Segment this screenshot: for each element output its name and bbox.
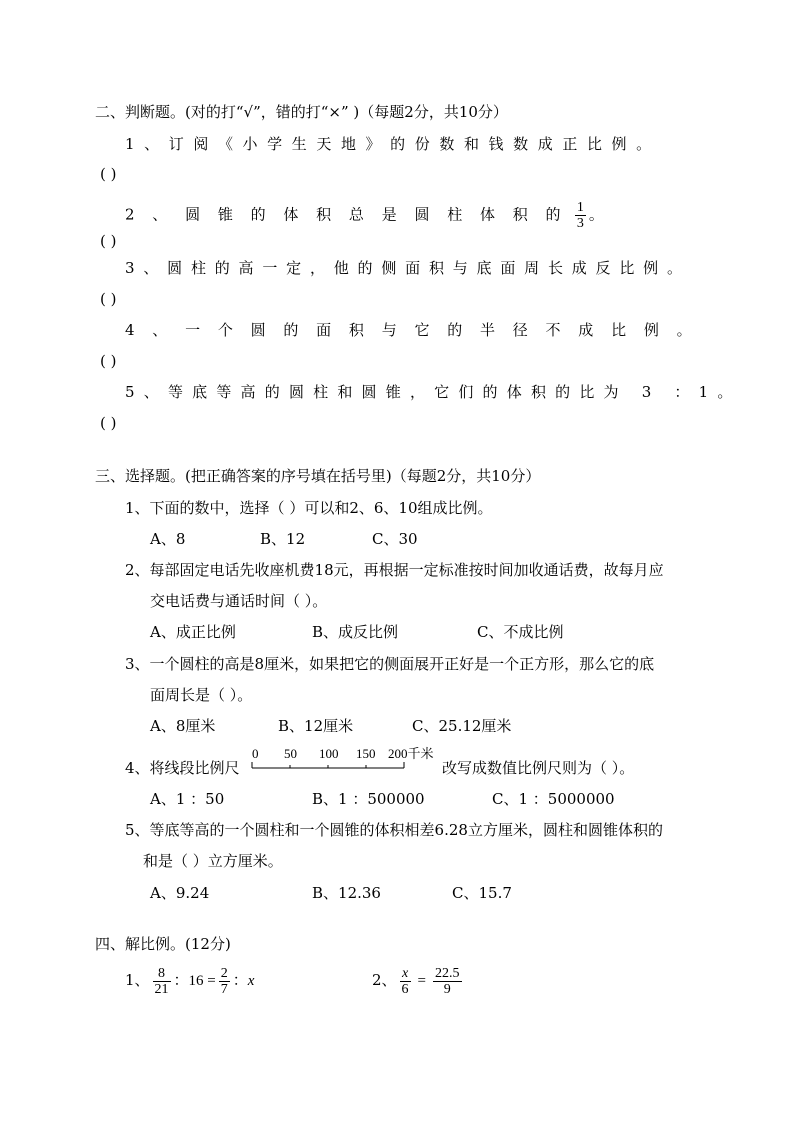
section3-heading: 三、选择题。(把正确答案的序号填在括号里)（每题2分，共10分） (95, 467, 541, 485)
choice-q1-option-a[interactable]: A、8 (150, 530, 186, 548)
scale-label-150: 150 (356, 746, 376, 761)
choice-q3-option-b[interactable]: B、12厘米 (278, 717, 354, 735)
section2-heading: 二、判断题。(对的打“√”，错的打“×” )（每题2分，共10分） (95, 103, 508, 121)
judge-item-2-end: 。 (588, 205, 604, 224)
fraction-numerator: 8 (153, 966, 171, 982)
choice-q2-line1: 2、每部固定电话先收座机费18元，再根据一定标准按时间加收通话费，故每月应 (125, 561, 664, 579)
choice-q5-line2: 和是（ ）立方厘米。 (143, 852, 283, 870)
problem-1-variable: x (247, 973, 255, 989)
fraction-x-6 (400, 966, 411, 997)
fraction-one-third (575, 200, 586, 231)
choice-q4-prefix: 4、将线段比例尺 (125, 759, 240, 777)
choice-q2-option-a[interactable]: A、成正比例 (150, 623, 236, 641)
judge-item-3: 3、圆柱的高一定，他的侧面积与底面周长成反比例。 (125, 259, 691, 277)
choice-q3-line1: 3、一个圆柱的高是8厘米，如果把它的侧面展开正好是一个正方形，那么它的底 (125, 655, 655, 673)
judge-item-5: 5、等底等高的圆柱和圆锥，它们的体积的比为 3 ：1。 (125, 383, 742, 401)
problem-2-label: 2、 (372, 971, 397, 989)
choice-q1: 1、下面的数中，选择（ ）可以和2、6、10组成比例。 (125, 499, 493, 517)
choice-q5-option-a[interactable]: A、9.24 (150, 884, 210, 902)
choice-q5-option-b[interactable]: B、12.36 (312, 884, 381, 902)
judge-paren-5[interactable]: ( ) (100, 414, 117, 432)
judge-paren-4[interactable]: ( ) (100, 352, 117, 370)
problem-1-label: 1、 (125, 971, 150, 989)
fraction-denominator: 6 (401, 981, 409, 997)
scale-label-50: 50 (284, 746, 297, 761)
choice-q4-suffix: 改写成数值比例尺则为（ ）。 (442, 759, 635, 777)
judge-item-2 (125, 200, 604, 231)
proportion-problem-2 (372, 960, 465, 1001)
scale-label-100: 100 (319, 746, 339, 761)
section4-heading: 四、解比例。(12分) (95, 935, 231, 953)
problem-2-equals: = (417, 973, 427, 989)
choice-q1-option-c[interactable]: C、30 (372, 530, 418, 548)
fraction-numerator: x (400, 966, 411, 982)
choice-q5-option-c[interactable]: C、15.7 (452, 884, 512, 902)
fraction-denominator: 9 (443, 981, 451, 997)
problem-1-middle: ：16 = (173, 973, 216, 989)
judge-paren-2[interactable]: ( ) (100, 232, 117, 250)
fraction-denominator: 21 (154, 981, 169, 997)
choice-q3-option-a[interactable]: A、8厘米 (150, 717, 216, 735)
choice-q4-option-b[interactable]: B、1 ：500000 (312, 790, 425, 808)
scale-label-0: 0 (252, 746, 259, 761)
choice-q3-option-c[interactable]: C、25.12厘米 (412, 717, 512, 735)
judge-item-2-text: 2 、 圆 锥 的 体 积 总 是 圆 柱 体 积 的 (125, 205, 568, 224)
line-scale-ruler (250, 744, 450, 774)
choice-q4-option-c[interactable]: C、1 ：5000000 (492, 790, 615, 808)
fraction-8-21 (153, 966, 171, 997)
choice-q3-line2: 面周长是（ ）。 (150, 686, 253, 704)
fraction-22.5-9 (433, 966, 462, 997)
proportion-problem-1 (125, 960, 254, 1001)
scale-label-200: 200千米 (388, 746, 434, 761)
judge-item-4: 4 、 一 个 圆 的 面 积 与 它 的 半 径 不 成 比 例 。 (125, 321, 699, 339)
fraction-denominator: 3 (576, 216, 584, 231)
judge-paren-1[interactable]: ( ) (100, 165, 117, 183)
choice-q2-line2: 交电话费与通话时间（ ）。 (150, 592, 328, 610)
fraction-numerator: 1 (576, 200, 584, 215)
fraction-numerator: 2 (220, 965, 228, 981)
judge-paren-3[interactable]: ( ) (100, 290, 117, 308)
choice-q1-option-b[interactable]: B、12 (260, 530, 306, 548)
fraction-2-7 (219, 966, 230, 997)
judge-item-1: 1、订阅《小学生天地》的份数和钱数成正比例。 (125, 135, 661, 153)
problem-1-ratio-sign: ： (232, 971, 248, 989)
choice-q4-option-a[interactable]: A、1 ：50 (150, 790, 225, 808)
fraction-denominator: 7 (220, 981, 228, 997)
choice-q2-option-b[interactable]: B、成反比例 (312, 623, 399, 641)
fraction-numerator: 22.5 (435, 965, 460, 981)
choice-q5-line1: 5、等底等高的一个圆柱和一个圆锥的体积相差6.28立方厘米，圆柱和圆锥体积的 (125, 821, 663, 839)
choice-q2-option-c[interactable]: C、不成比例 (477, 623, 564, 641)
